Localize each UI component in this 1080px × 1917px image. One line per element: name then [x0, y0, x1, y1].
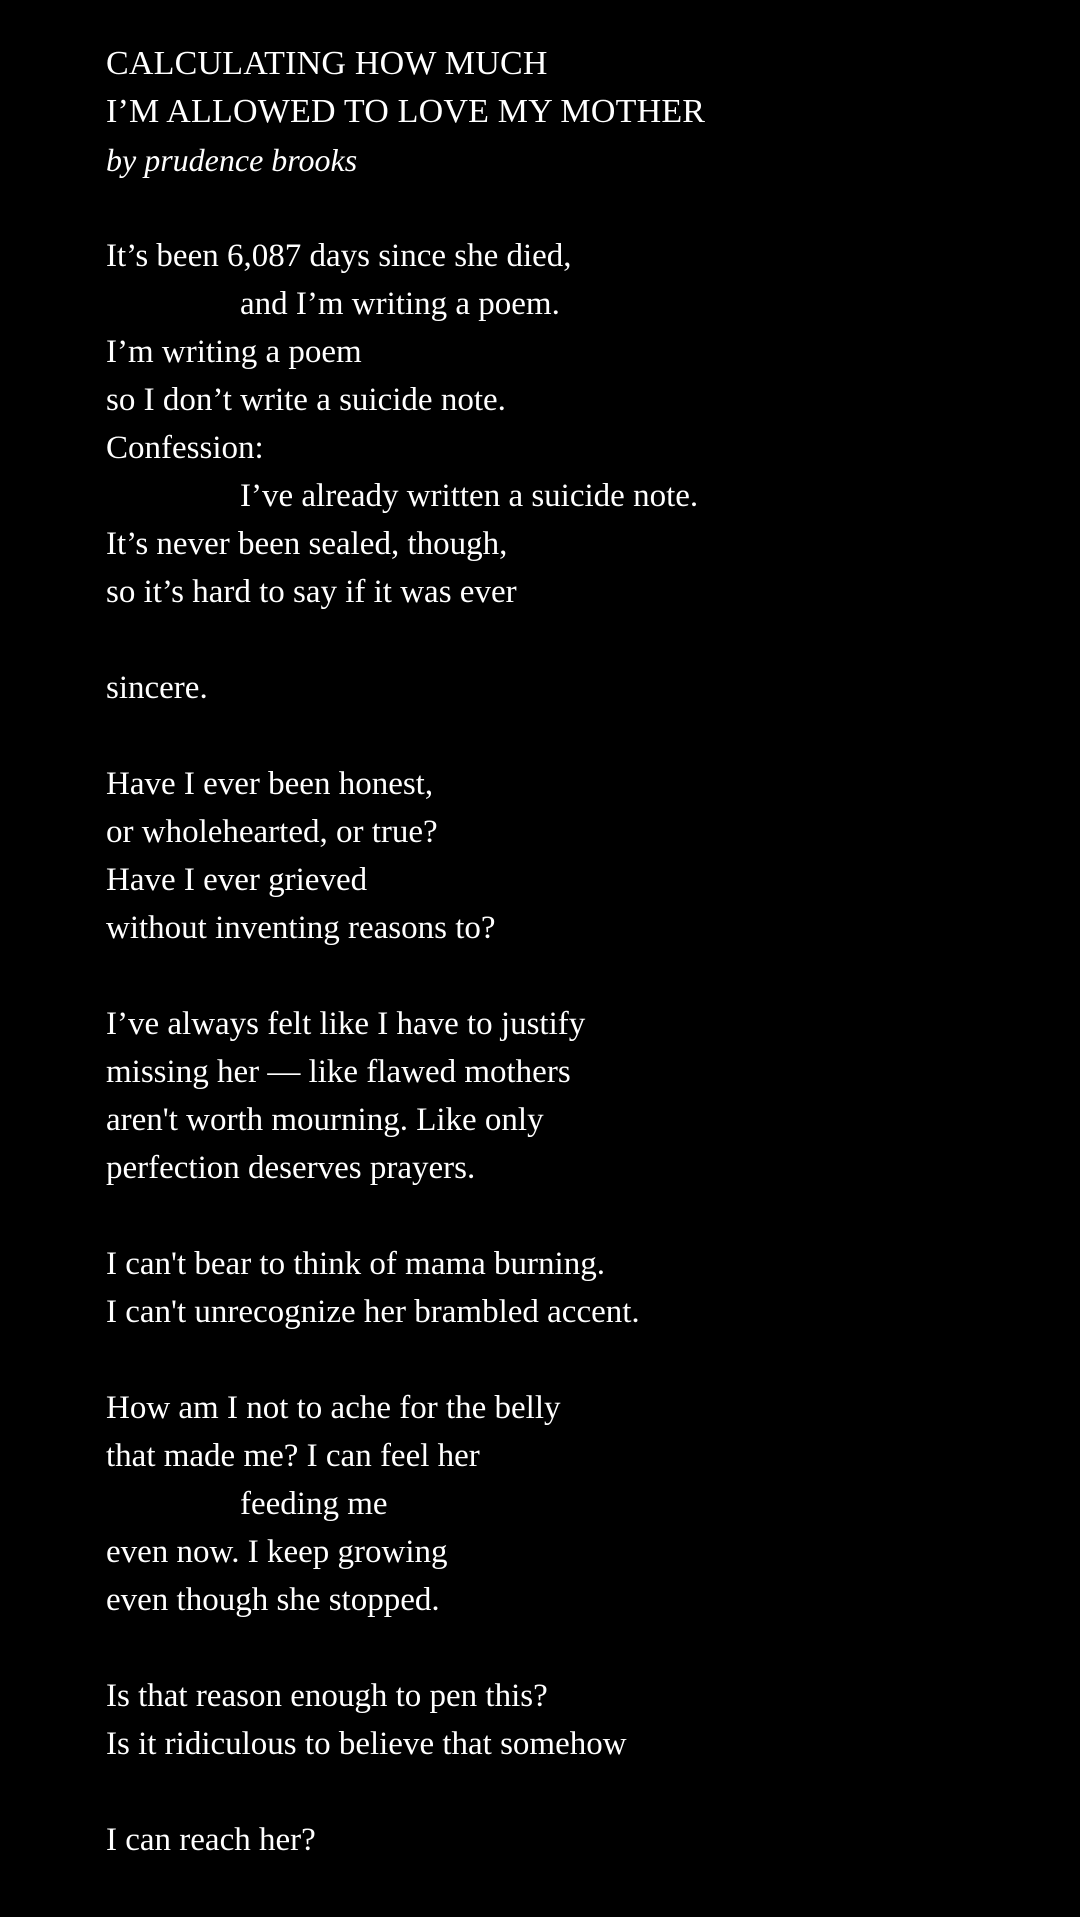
stanza-8 — [106, 1816, 1046, 1864]
poem-line: I can't bear to think of mama burning. — [106, 1246, 605, 1282]
poem-line: Is that reason enough to pen this? — [106, 1678, 548, 1714]
poem-line: perfection deserves prayers. — [106, 1150, 476, 1186]
poem-title-line-1: CALCULATING HOW MUCH — [106, 45, 548, 82]
poem-line: even though she stopped. — [106, 1582, 440, 1618]
stanza-7 — [106, 1672, 1046, 1768]
poem-line: Have I ever grieved — [106, 862, 368, 898]
stanza-4 — [106, 1000, 1046, 1192]
poem-line-indented: feeding me — [240, 1486, 388, 1522]
stanza-6 — [106, 1384, 1046, 1624]
poem-line: It’s never been sealed, though, — [106, 526, 508, 562]
stanza-1 — [106, 232, 1046, 616]
poem-line: aren't worth mourning. Like only — [106, 1102, 544, 1138]
poem-line: Confession: — [106, 430, 264, 466]
stanza-5 — [106, 1240, 1046, 1336]
poem-byline: by prudence brooks — [106, 142, 358, 178]
poem-line: so I don’t write a suicide note. — [106, 382, 506, 418]
stanza-2 — [106, 664, 1046, 712]
poem — [106, 40, 1046, 1864]
poem-line: even now. I keep growing — [106, 1534, 448, 1570]
poem-line: I’m writing a poem — [106, 334, 362, 370]
poem-line-indented: I’ve already written a suicide note. — [240, 478, 699, 514]
poem-line: I can reach her? — [106, 1822, 316, 1858]
stanza-break — [106, 1768, 1046, 1816]
poem-line: Is it ridiculous to believe that somehow — [106, 1726, 627, 1762]
poem-line: so it’s hard to say if it was ever — [106, 574, 517, 610]
poem-line: without inventing reasons to? — [106, 910, 496, 946]
stanza-break — [106, 1624, 1046, 1672]
stanza-break — [106, 1336, 1046, 1384]
poem-title-line-2: I’M ALLOWED TO LOVE MY MOTHER — [106, 93, 706, 130]
poem-line: It’s been 6,087 days since she died, — [106, 238, 572, 274]
poem-line: missing her — like flawed mothers — [106, 1054, 571, 1090]
stanza-break — [106, 184, 1046, 232]
poem-line: Have I ever been honest, — [106, 766, 434, 802]
poem-line: or wholehearted, or true? — [106, 814, 438, 850]
poem-line: that made me? I can feel her — [106, 1438, 480, 1474]
stanza-break — [106, 1192, 1046, 1240]
stanza-3 — [106, 760, 1046, 952]
poem-line: How am I not to ache for the belly — [106, 1390, 561, 1426]
poem-line: sincere. — [106, 670, 208, 706]
poem-line: I can't unrecognize her brambled accent. — [106, 1294, 640, 1330]
poem-line-indented: and I’m writing a poem. — [240, 286, 560, 322]
stanza-break — [106, 712, 1046, 760]
poem-line: I’ve always felt like I have to justify — [106, 1006, 586, 1042]
stanza-break — [106, 616, 1046, 664]
stanza-break — [106, 952, 1046, 1000]
